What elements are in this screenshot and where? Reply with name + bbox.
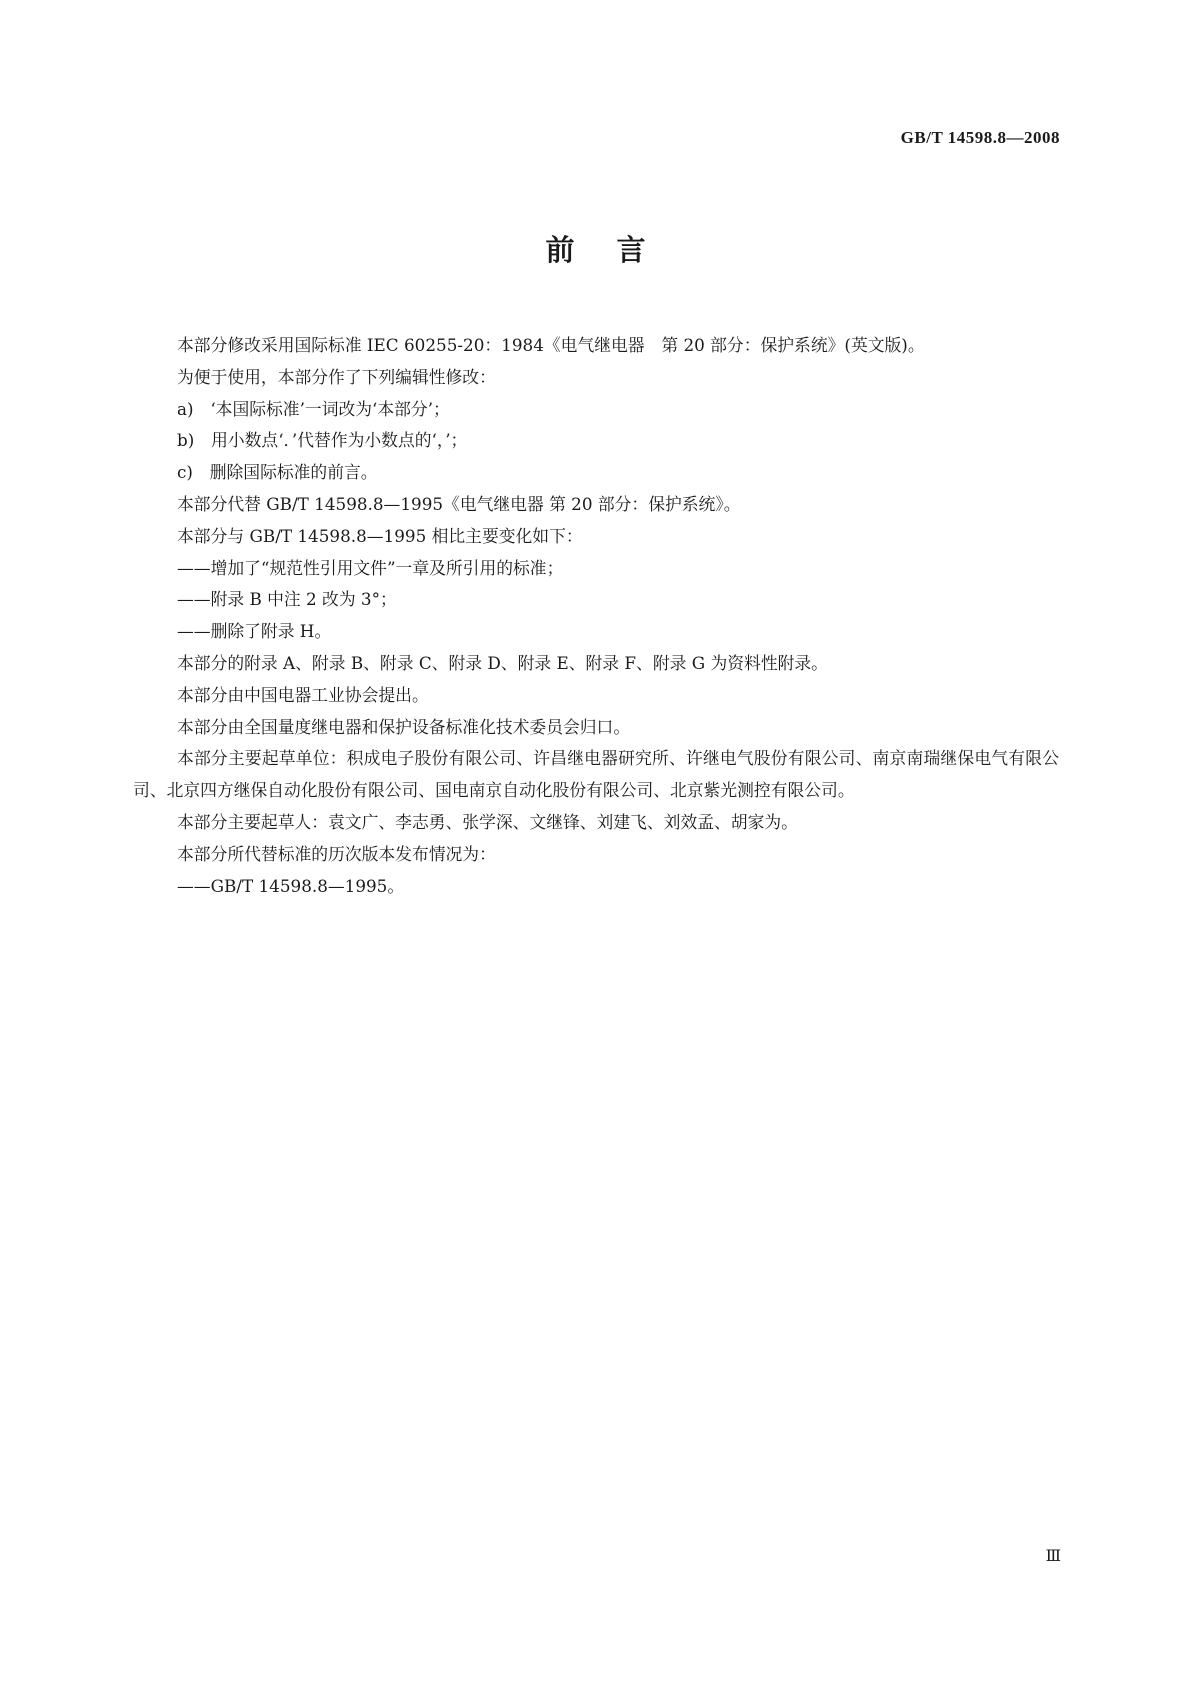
paragraph-drafters: 本部分主要起草人：袁文广、李志勇、张学深、文继锋、刘建飞、刘效孟、胡家为。 [177,811,798,832]
list-item-b: b) 用小数点‘．’代替作为小数点的‘，’； [177,430,468,451]
paragraph-annexes: 本部分的附录 A、附录 B、附录 C、附录 D、附录 E、附录 F、附录 G 为资料性附录。 [177,652,828,673]
page-title: 前言 [545,233,688,267]
change-item-2: ——附录 B 中注 2 改为 3°； [177,589,397,610]
paragraph-drafting-units: 本部分主要起草单位：积成电子股份有限公司、许昌继电器研究所、许继电气股份有限公司、南京南瑞继保电气有限公司、北京四方继保自动化股份有限公司、国电南京自动化股份有限公司、北京紫光测控有限公司。 [133,748,1059,801]
change-item-3: ——删除了附录 H。 [177,621,332,642]
list-item-c: c) 删除国际标准的前言。 [177,462,378,483]
paragraph-editorial-intro: 为便于使用，本部分作了下列编辑性修改： [177,366,496,387]
standard-code: GB/T 14598.8—2008 [900,128,1060,147]
change-item-1: ——增加了“规范性引用文件”一章及所引用的标准； [177,557,564,578]
paragraph-adoption: 本部分修改采用国际标准 IEC 60255-20：1984《电气继电器 第 20 部分：保护系统》(英文版)。 [177,335,925,355]
paragraph-proposed-by: 本部分由中国电器工业协会提出。 [177,684,429,705]
preface-body [133,330,1059,902]
list-item-a: a) ‘本国际标准’一词改为‘本部分’； [177,398,450,419]
paragraph-history-intro: 本部分所代替标准的历次版本发布情况为： [177,843,496,864]
history-item-1: ——GB/T 14598.8—1995。 [177,875,405,896]
paragraph-replaces: 本部分代替 GB/T 14598.8—1995《电气继电器 第 20 部分：保护系统》。 [177,493,741,514]
paragraph-changes-intro: 本部分与 GB/T 14598.8—1995 相比主要变化如下： [177,525,583,546]
page-number: Ⅲ [1045,1548,1061,1565]
paragraph-under-jurisdiction: 本部分由全国量度继电器和保护设备标准化技术委员会归口。 [177,716,631,737]
